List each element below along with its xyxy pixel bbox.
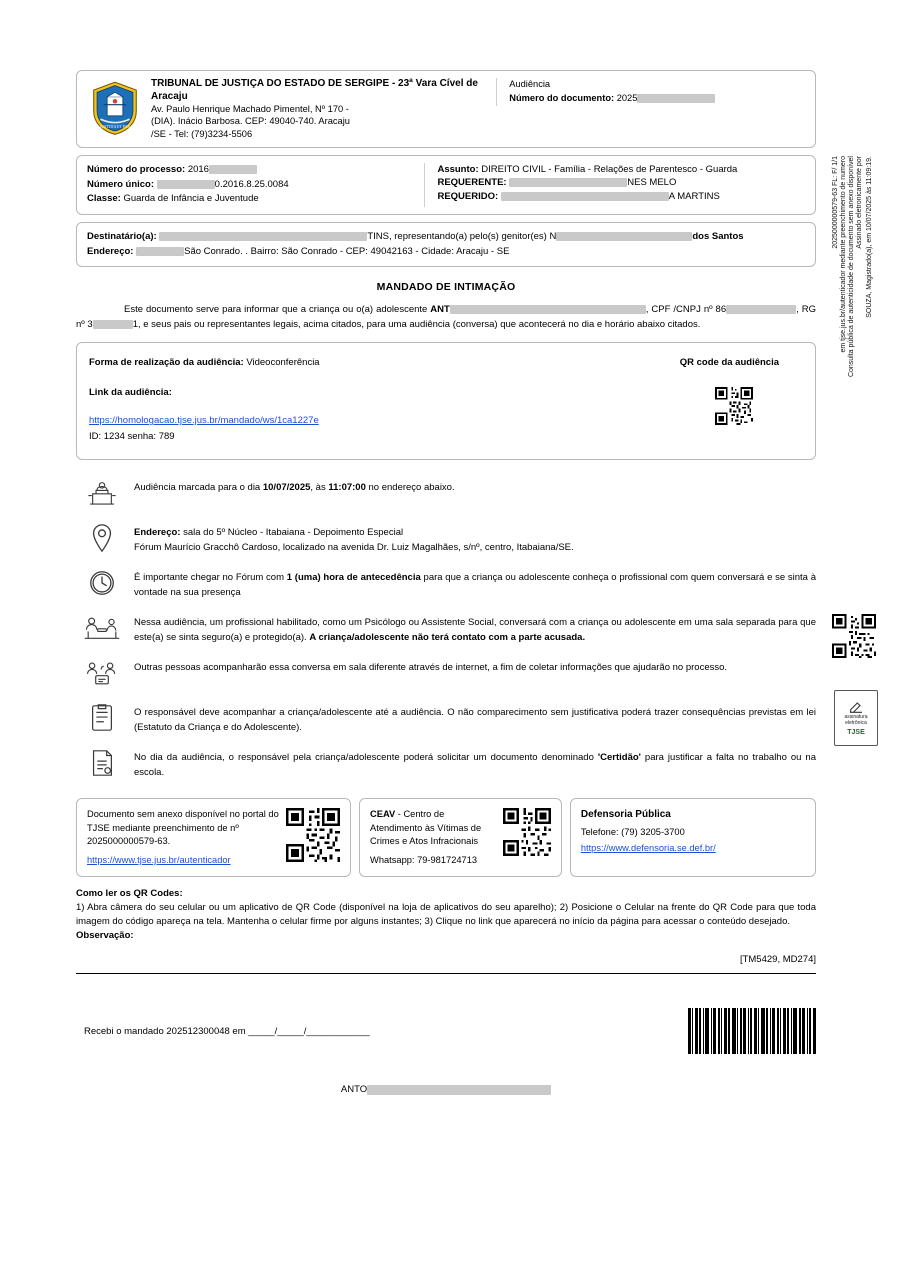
numero-processo-value: 2016 <box>187 163 209 175</box>
numero-unico-value: 0.2016.8.25.0084 <box>214 178 289 190</box>
separator-line <box>76 973 816 974</box>
redaction-destinatario <box>159 232 367 241</box>
stamp-line-4: em tjse.jus.br/autenticador mediante preenchimento de numero <box>839 156 847 353</box>
endereco-label: Endereço: <box>134 527 181 539</box>
body-part-2: , CPF /CNPJ nº 86 <box>645 304 727 316</box>
endereco-detail: Fórum Maurício Gracchô Cardoso, localizado na avenida Dr. Luiz Magalhães, s/nº, centro, Itabaiana/SE. <box>134 541 574 553</box>
body-part-4: 1, e seus pais ou representantes legais, acima citados, para uma audiência (conversa) que acontecerá no dia e horário abaixo citados. <box>132 318 701 330</box>
qr-ceav-icon[interactable] <box>503 808 551 856</box>
redaction-requerido <box>501 192 669 201</box>
qr-autenticador-icon[interactable] <box>286 808 340 862</box>
inst3-post: para que a criança ou adolescente conheça o profissional com quem conversará e se sinta à vontade na sua presença <box>134 572 816 598</box>
hearing-details-box <box>76 342 816 461</box>
inst3-strong: 1 (uma) hora de antecedência <box>286 572 421 584</box>
doc-number-label: Número do documento: <box>509 92 615 103</box>
instruction-item-certificate <box>76 748 816 782</box>
svg-text:JUSTITIA ET PAX: JUSTITIA ET PAX <box>99 125 131 130</box>
link-label: Link da audiência: <box>89 387 172 399</box>
court-address-1: Av. Paulo Henrique Machado Pimentel, Nº 170 - <box>151 104 349 114</box>
inst1-pre: Audiência marcada para o dia <box>134 482 263 494</box>
interview-icon <box>76 613 128 647</box>
redaction-signature <box>367 1085 551 1095</box>
endereco-dest-label: Endereço: <box>87 245 134 257</box>
digital-seal-badge <box>834 690 878 746</box>
requerido-value: A MARTINS <box>668 190 720 202</box>
body-part-3: , RG nº 3 <box>76 304 816 330</box>
redaction-genitor <box>556 232 692 241</box>
page-title: MANDADO DE INTIMAÇÃO <box>376 281 516 294</box>
certificate-icon <box>76 748 128 782</box>
qr-hearing-label: QR code da audiência <box>679 356 779 368</box>
seal-brand: TJSE <box>847 728 865 736</box>
numero-unico-label: Número único: <box>87 178 155 190</box>
checklist-icon <box>76 703 128 737</box>
footer-box-autenticador <box>76 798 351 877</box>
document-type: Audiência <box>509 79 551 89</box>
electronic-signature-stamp-5 <box>831 156 840 249</box>
signature-name: ANTO <box>340 1084 368 1096</box>
endereco-value: sala do 5º Núcleo - Itabaiana - Depoimento Especial <box>180 527 404 539</box>
how-to-title: Como ler os QR Codes: <box>76 888 183 900</box>
destinatario-value-2: dos Santos <box>692 230 744 242</box>
destinatario-label: Destinatário(a): <box>87 230 157 242</box>
instruction-item-remote <box>76 658 816 692</box>
redaction-unico <box>157 180 215 189</box>
judge-bench-icon <box>76 478 128 512</box>
clock-icon <box>76 568 128 602</box>
how-to-read-qr <box>76 887 816 942</box>
inst7-post: para justificar a falta no trabalho ou na escola. <box>134 752 816 778</box>
body-part-1: Este documento serve para informar que a criança ou o(a) adolescente <box>124 304 431 316</box>
brasao-tjse-icon <box>87 80 143 136</box>
remote-viewers-icon <box>76 658 128 692</box>
endereco-dest-value: São Conrado. . Bairro: São Conrado - CEP: 49042163 - Cidade: Aracaju - SE <box>184 245 510 257</box>
classe-label: Classe: <box>87 193 121 205</box>
inst4-strong: A criança/adolescente não terá contato com a parte acusada. <box>309 631 586 643</box>
inst1-post: no endereço abaixo. <box>365 482 455 494</box>
qr-hearing-icon[interactable] <box>715 387 753 425</box>
footer-box-defensoria <box>570 798 816 877</box>
hearing-id-line: ID: 1234 senha: 789 <box>89 431 175 443</box>
redaction-child-name <box>450 305 646 314</box>
recipient-box <box>76 222 816 267</box>
defensoria-link[interactable]: https://www.defensoria.se.def.br/ <box>580 842 716 853</box>
classe-value: Guarda de Infância e Juventude <box>123 193 259 205</box>
location-pin-icon <box>76 523 128 557</box>
barcode-mandado-icon <box>688 1008 816 1054</box>
assunto-label: Assunto: <box>437 163 479 175</box>
signature-pen-icon <box>848 699 864 715</box>
redaction-doc-number <box>637 94 715 103</box>
defensoria-title: Defensoria Pública <box>580 809 671 821</box>
inst4-pre: Nessa audiência, um profissional habilitado, como um Psicólogo ou Assistente Social, conversará com a criança ou adolescente em uma sala separada para que este(a) se sinta seguro(a) e protegido(a). <box>134 617 816 643</box>
redaction-processo <box>209 165 257 174</box>
ceav-whatsapp: Whatsapp: 79-981724713 <box>370 855 478 866</box>
instruction-item-address <box>76 523 816 557</box>
forma-value: Videoconferência <box>246 356 320 368</box>
process-info-box <box>76 155 816 215</box>
instruction-item-responsible <box>76 703 816 737</box>
body-name: ANT <box>430 304 450 316</box>
inst7-strong: 'Certidão' <box>597 752 641 764</box>
stamp-line-3: Consulta pública de autenticidade de documento sem anexo disponível <box>847 156 855 378</box>
inst5-text: Outras pessoas acompanharão essa conversa em sala diferente através de internet, a fim de coletar informações que ajudarão no processo. <box>134 662 728 674</box>
seal-line-1: assinatura <box>844 714 868 721</box>
seal-line-2: eletrônica <box>845 719 867 726</box>
redaction-rg <box>93 320 133 329</box>
instruction-item-arrival <box>76 568 816 602</box>
defensoria-phone: Telefone: (79) 3205-3700 <box>580 826 685 837</box>
court-title: TRIBUNAL DE JUSTIÇA DO ESTADO DE SERGIPE - 23ª Vara Cível de Aracaju <box>151 78 478 102</box>
document-body-paragraph <box>76 303 816 332</box>
stamp-line-1: SOUZA, Magistrado(a), em 10/07/2025 às 11:09:19. <box>865 156 873 318</box>
ceav-title: CEAV <box>370 809 396 820</box>
hearing-date: 10/07/2025 <box>262 482 311 494</box>
hearing-time: 11:07:00 <box>328 482 366 494</box>
stamp-line-5: 2025000000579-63 FL: F/ 1/1 <box>831 156 839 249</box>
receipt-section <box>76 1008 816 1054</box>
footer-boxes <box>76 798 816 877</box>
hearing-link[interactable]: https://homologacao.tjse.jus.br/mandado/ws/1ca1227e <box>89 415 319 427</box>
court-address-2: (DIA). Inácio Barbosa. CEP: 49040-740. Aracaju <box>151 116 350 127</box>
how-to-text: 1) Abra câmera do seu celular ou um aplicativo de QR Code (disponível na loja de aplicativos do seu aparelho); 2) Posicione o Celular na frente do QR Code para que toda imagem do código apareça na tela. Mantenha o celular firme por alguns instantes; 3) Clique no link que aparecerá no início da página para acessar o conteúdo desejado. <box>76 901 816 927</box>
forma-label: Forma de realização da audiência: <box>89 356 244 368</box>
requerido-label: REQUERIDO: <box>437 190 499 202</box>
redaction-cpf <box>726 305 796 314</box>
inst3-pre: É importante chegar no Fórum com <box>134 572 287 584</box>
redaction-endereco <box>136 247 184 256</box>
destinatario-value: TINS, representando(a) pelo(s) genitor(es) N <box>367 230 557 242</box>
inst1-mid: , às <box>310 482 329 494</box>
document-header-box <box>76 70 816 148</box>
instruction-item-professional <box>76 613 816 647</box>
assunto-value: DIREITO CIVIL - Família - Relações de Parentesco - Guarda <box>481 163 738 175</box>
observacao-label: Observação: <box>76 929 134 941</box>
stamp-line-2: Assinado eletronicamente por <box>855 156 863 249</box>
instruction-item-hearing-date <box>76 478 816 512</box>
ceav-subtitle: - Centro de Atendimento às Vítimas de Crimes e Atos Infracionais <box>370 809 482 846</box>
court-address-3: /SE - Tel: (79)3234-5506 <box>151 128 253 139</box>
inst7-pre: No dia da audiência, o responsável pela criança/adolescente poderá solicitar um documento denominado <box>134 752 598 764</box>
doc-number-value: 2025 <box>616 92 638 103</box>
electronic-signature-stamp <box>865 156 874 318</box>
signature-line <box>76 1084 816 1095</box>
qr-assinatura-icon[interactable] <box>832 614 876 658</box>
instruction-list <box>76 478 816 782</box>
redaction-requerente <box>509 178 627 187</box>
requerente-label: REQUERENTE: <box>437 177 507 189</box>
receipt-text: Recebi o mandado 202512300048 em _____/_____/____________ <box>84 1025 370 1037</box>
autenticador-link[interactable]: https://www.tjse.jus.br/autenticador <box>87 855 231 866</box>
autenticador-text: Documento sem anexo disponível no portal do TJSE mediante preenchimento de nº 2025000000579-63. <box>87 809 279 846</box>
tm-code: [TM5429, MD274] <box>739 954 816 966</box>
footer-box-ceav <box>359 798 562 877</box>
numero-processo-label: Número do processo: <box>87 163 186 175</box>
inst6-text: O responsável deve acompanhar a criança/adolescente até a audiência. O não comparecimento sem justificativa poderá trazer consequências previstas em lei (Estatuto da Criança e do Adolescente). <box>134 707 816 733</box>
requerente-value: NES MELO <box>627 177 677 189</box>
